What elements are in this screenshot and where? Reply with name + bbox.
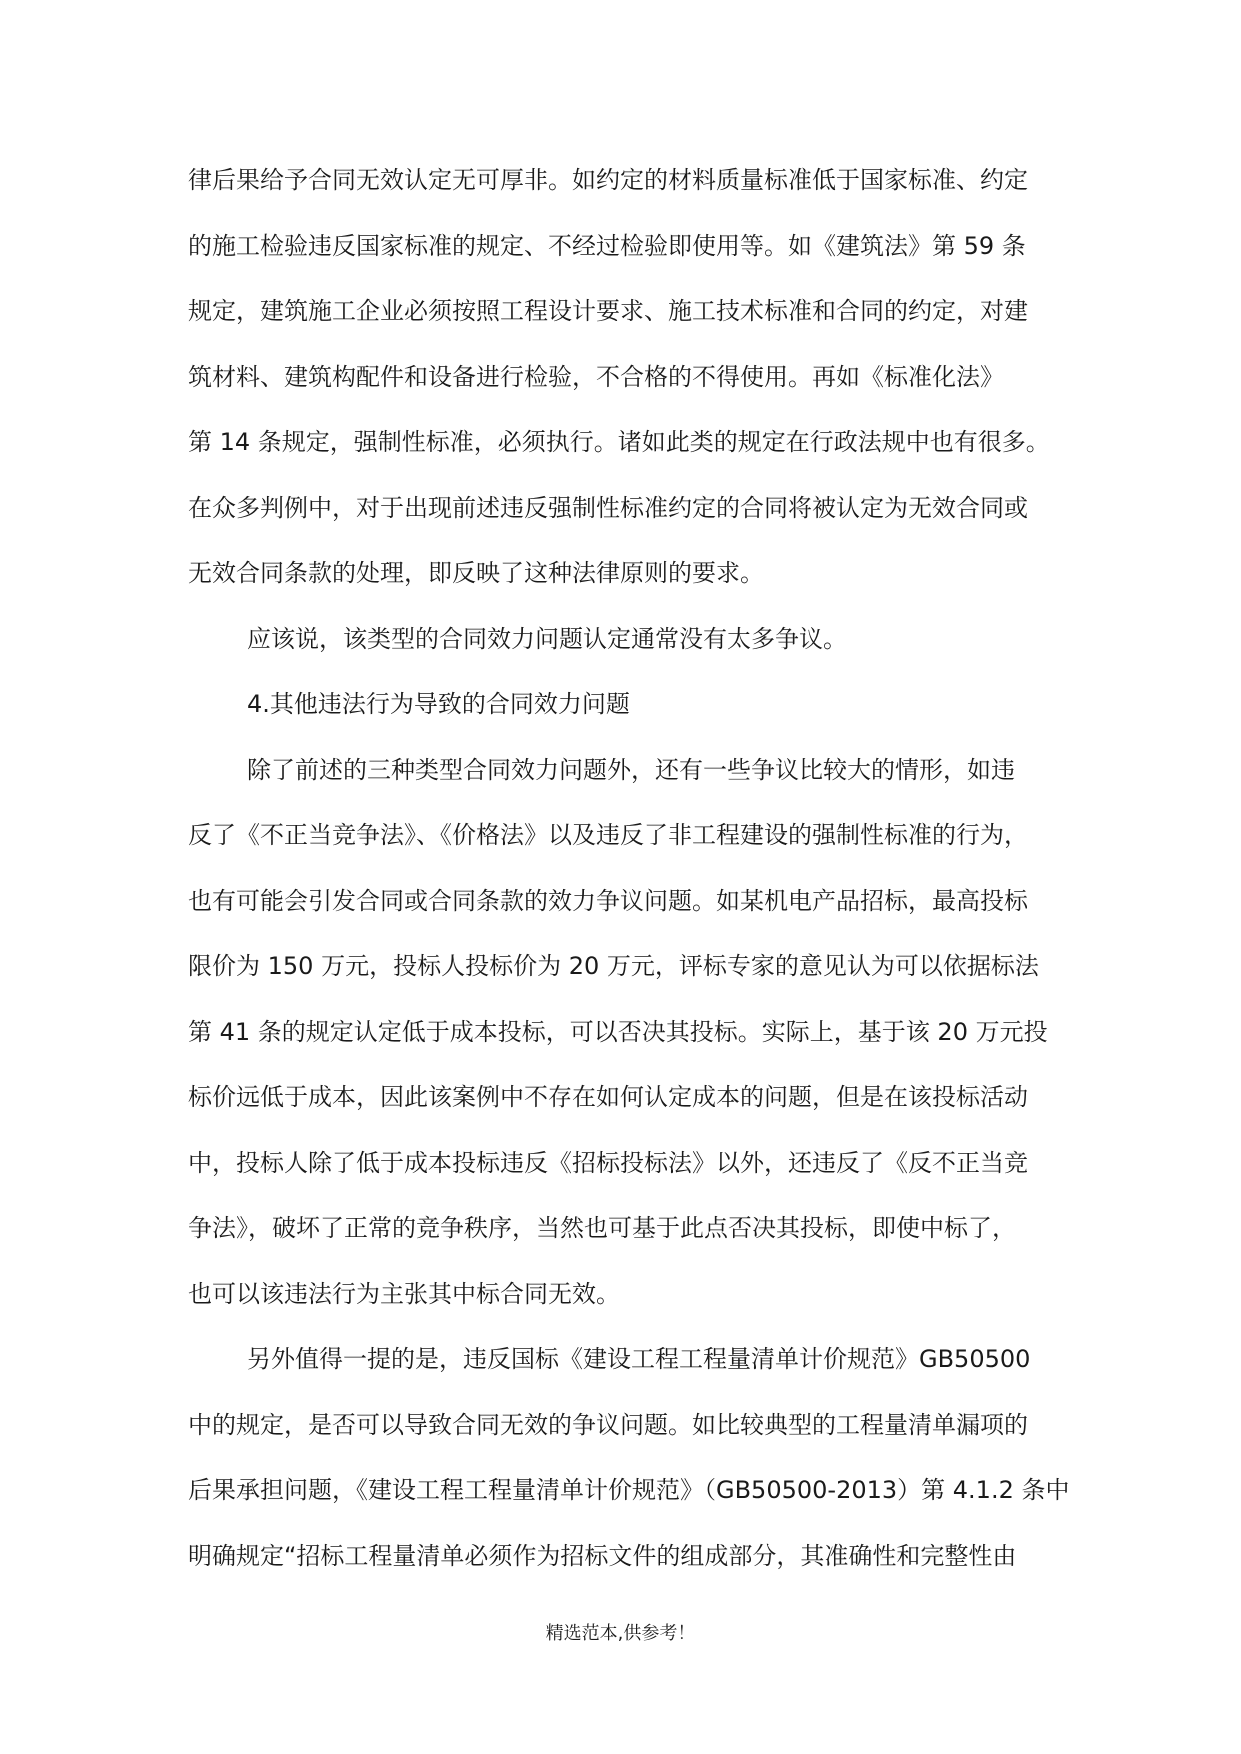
text-line: 第 41 条的规定认定低于成本投标，可以否决其投标。实际上，基于该 20 万元投 xyxy=(188,1017,1048,1046)
text-line: 4.其他违法行为导致的合同效力问题 xyxy=(247,690,630,718)
text-line: 无效合同条款的处理，即反映了这种法律原则的要求。 xyxy=(188,559,764,587)
text-line: 中，投标人除了低于成本投标违反《招标投标法》以外，还违反了《反不正当竞 xyxy=(188,1148,1028,1177)
text-line: 限价为 150 万元，投标人投标价为 20 万元，评标专家的意见认为可以依据标法 xyxy=(188,952,1039,980)
text-line: 除了前述的三种类型合同效力问题外，还有一些争议比较大的情形，如违 xyxy=(247,755,1015,784)
text-line: 应该说，该类型的合同效力问题认定通常没有太多争议。 xyxy=(247,624,847,653)
text-line: 也可以该违法行为主张其中标合同无效。 xyxy=(188,1279,620,1308)
text-line: 律后果给予合同无效认定无可厚非。如约定的材料质量标准低于国家标准、约定 xyxy=(188,166,1028,194)
page-footer: 精选范本,供参考！ xyxy=(545,1623,696,1644)
text-line: 争法》，破坏了正常的竞争秩序，当然也可基于此点否决其投标，即使中标了， xyxy=(188,1214,1016,1242)
text-line: 也有可能会引发合同或合同条款的效力争议问题。如某机电产品招标，最高投标 xyxy=(188,886,1028,915)
text-line: 在众多判例中，对于出现前述违反强制性标准约定的合同将被认定为无效合同或 xyxy=(188,493,1028,522)
text-line: 筑材料、建筑构配件和设备进行检验，不合格的不得使用。再如《标准化法》 xyxy=(188,362,1004,391)
text-line: 第 14 条规定，强制性标准，必须执行。诸如此类的规定在行政法规中也有很多。 xyxy=(188,428,1050,456)
text-line: 明确规定“招标工程量清单必须作为招标文件的组成部分，其准确性和完整性由 xyxy=(188,1541,1017,1570)
text-line: 中的规定，是否可以导致合同无效的争议问题。如比较典型的工程量清单漏项的 xyxy=(188,1410,1028,1439)
body-text xyxy=(188,156,1068,1597)
text-line: 反了《不正当竞争法》、《价格法》以及违反了非工程建设的强制性标准的行为， xyxy=(188,821,1028,849)
text-line: 另外值得一提的是，违反国标《建设工程工程量清单计价规范》GB50500 xyxy=(247,1345,1031,1373)
text-line: 标价远低于成本，因此该案例中不存在如何认定成本的问题，但是在该投标活动 xyxy=(188,1083,1028,1111)
text-line: 的施工检验违反国家标准的规定、不经过检验即使用等。如《建筑法》第 59 条 xyxy=(188,231,1026,260)
text-line: 规定，建筑施工企业必须按照工程设计要求、施工技术标准和合同的约定，对建 xyxy=(188,297,1028,325)
text-line: 后果承担问题，《建设工程工程量清单计价规范》（GB50500-2013）第 4.1.2 条中 xyxy=(188,1476,1070,1504)
